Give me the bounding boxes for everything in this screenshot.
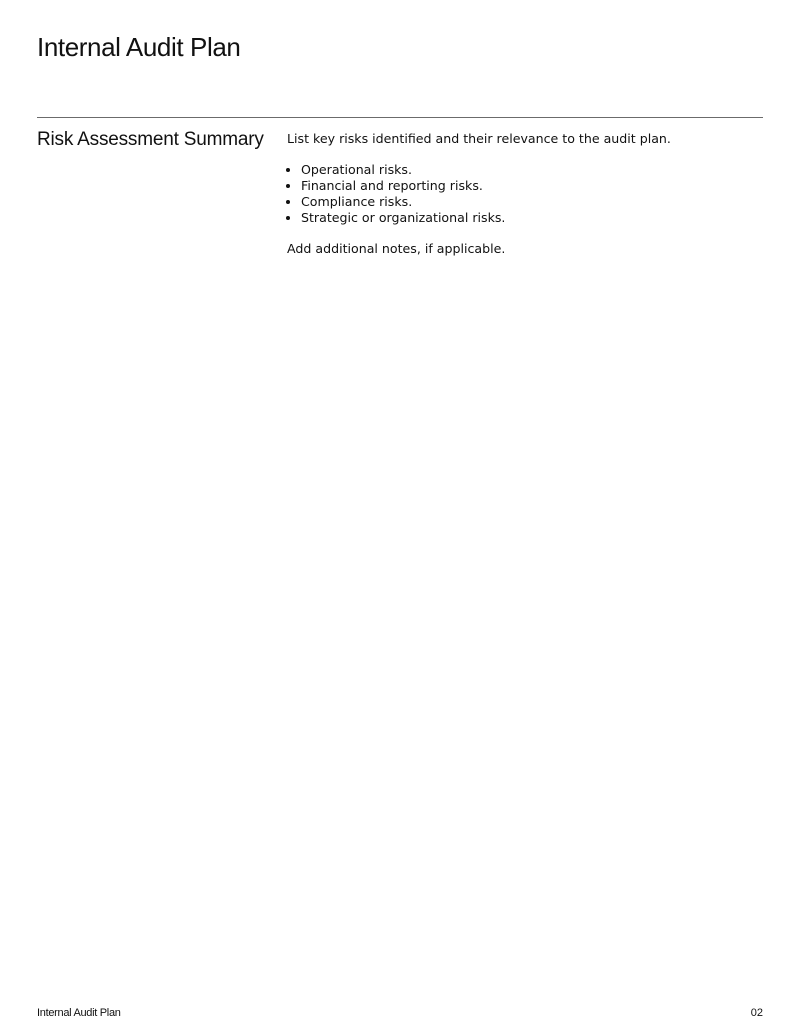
section-note: Add additional notes, if applicable. <box>287 240 506 256</box>
list-item: • Strategic or organizational risks. <box>301 210 757 226</box>
section-heading: Risk Assessment Summary <box>37 129 264 150</box>
list-item: • Operational risks. <box>301 162 757 178</box>
document-title: Internal Audit Plan <box>37 32 241 62</box>
section-intro: List key risks identified and their relevance to the audit plan. <box>287 131 671 146</box>
list-item: • Compliance risks. <box>301 194 757 210</box>
section-divider <box>37 117 763 118</box>
list-item: • Financial and reporting risks. <box>301 178 757 194</box>
page-number: 02 <box>750 1007 763 1019</box>
risk-list <box>287 162 757 225</box>
footer-title: Internal Audit Plan <box>37 1007 121 1019</box>
section-body <box>287 131 757 257</box>
